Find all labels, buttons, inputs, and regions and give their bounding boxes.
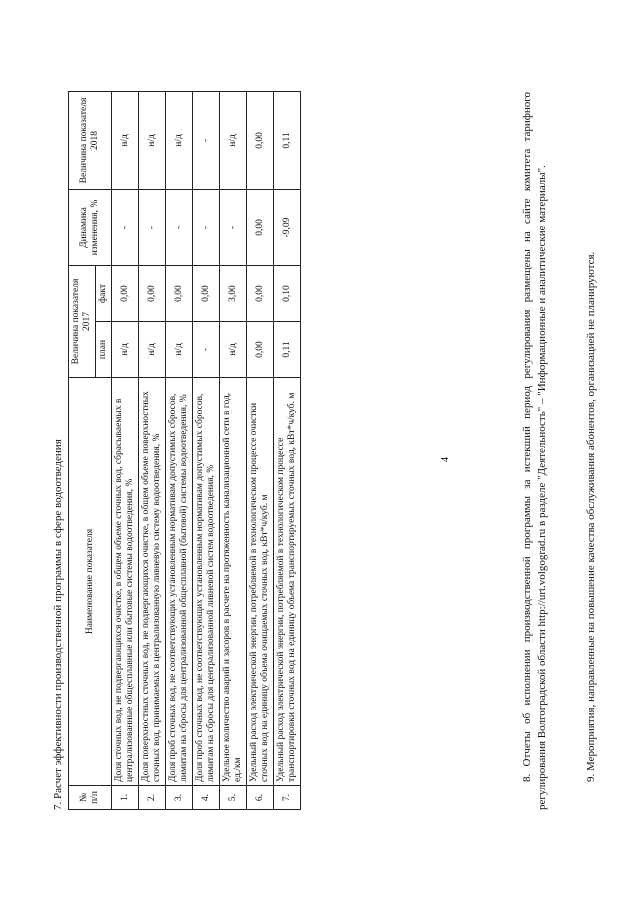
row-dynamics: -9,09 [274, 189, 301, 265]
row-plan: 0,11 [274, 322, 301, 378]
row-dynamics: - [112, 189, 139, 265]
row-name: Доля сточных вод, не подвергающихся очистке, в общем объеме сточных вод, сбрасываемых в централизованные общесплавные или бытовые системы водоотведения, % [112, 378, 139, 786]
paragraph-9: 9. Мероприятия, направленные на повышение качества обслуживания абонентов, организацией не планируются. [585, 251, 597, 782]
row-dynamics: - [220, 189, 247, 265]
table-row [220, 91, 247, 809]
row-dynamics: - [139, 189, 166, 265]
header-dynamics: Динамика изменения, % [69, 189, 112, 265]
header-fact: факт [96, 265, 112, 321]
header-plan: план [96, 322, 112, 378]
row-num: 1. [112, 786, 139, 810]
row-plan: н/д [166, 322, 193, 378]
row-num: 7. [274, 786, 301, 810]
row-name: Удельное количество аварий и засоров в расчете на протяженность канализационной сети в год, ед./км [220, 378, 247, 786]
table-row [274, 91, 301, 809]
row-value-2018: н/д [139, 91, 166, 189]
row-name: Удельный расход электрической энергии, потребляемой в технологическом процессе транспортировки сточных вод на единицу объема транспортируемых сточных вод, кВт*ч/куб. м [274, 378, 301, 786]
row-plan: - [193, 322, 220, 378]
row-fact: 3,00 [220, 265, 247, 321]
row-dynamics: 0,00 [247, 189, 274, 265]
table-row [112, 91, 139, 809]
table-row [139, 91, 166, 809]
row-name: Доля проб сточных вод, не соответствующих установленным нормативам допустимых сбросов, лимитам на сбросы для централизованной общесплавной (бытовой) системы водоотведения, % [166, 378, 193, 786]
row-num: 5. [220, 786, 247, 810]
row-dynamics: - [166, 189, 193, 265]
row-value-2018: н/д [166, 91, 193, 189]
row-plan: н/д [220, 322, 247, 378]
row-num: 3. [166, 786, 193, 810]
row-plan: 0,00 [247, 322, 274, 378]
row-plan: н/д [139, 322, 166, 378]
table-row [166, 91, 193, 809]
row-value-2018: н/д [112, 91, 139, 189]
table-row [247, 91, 274, 809]
row-plan: н/д [112, 322, 139, 378]
row-fact: 0,00 [112, 265, 139, 321]
header-name: Наименование показателя [69, 378, 112, 786]
row-value-2018: - [193, 91, 220, 189]
efficiency-table [68, 91, 301, 810]
row-num: 2. [139, 786, 166, 810]
row-fact: 0,00 [193, 265, 220, 321]
page-number: 4 [440, 457, 451, 462]
row-value-2018: 0,11 [274, 91, 301, 189]
row-value-2018: 0,00 [247, 91, 274, 189]
row-fact: 0,00 [139, 265, 166, 321]
table-header-row [69, 91, 96, 809]
row-fact: 0,10 [274, 265, 301, 321]
table-row [193, 91, 220, 809]
row-fact: 0,00 [166, 265, 193, 321]
row-fact: 0,00 [247, 265, 274, 321]
header-num: № п/п [69, 786, 112, 810]
row-name: Удельный расход электрической энергии, потребляемой в технологическом процессе очистки сточных вод на единицу объема очищаемых сточных вод, кВт*ч/куб. м [247, 378, 274, 786]
row-dynamics: - [193, 189, 220, 265]
row-value-2018: н/д [220, 91, 247, 189]
row-name: Доля поверхностных сточных вод, не подвергающихся очистке, в общем объеме поверхностных сточных вод, принимаемых в централизованную ливневую систему водоотведения, % [139, 378, 166, 786]
row-num: 4. [193, 786, 220, 810]
row-num: 6. [247, 786, 274, 810]
header-value-2017: Величина показателя 2017 [69, 265, 96, 377]
row-name: Доля проб сточных вод, не соответствующих установленным нормативам допустимых сбросов, лимитам на сбросы для централизованной ливневой систем водоотведения, % [193, 378, 220, 786]
header-value-2018: Величина показателя 2018 [69, 91, 112, 189]
section-title: 7. Расчет эффективности производственной программы в сфере водоотведения [52, 439, 64, 810]
paragraph-8: 8. Отчеты об исполнении производственной программы за истекший период регулирования размещены на сайте комитета тарифного регулирования Волгоградской области http://urt.volgograd.ru в разделе "Деятельность" – "Информационные и аналитические материалы". [521, 92, 548, 810]
